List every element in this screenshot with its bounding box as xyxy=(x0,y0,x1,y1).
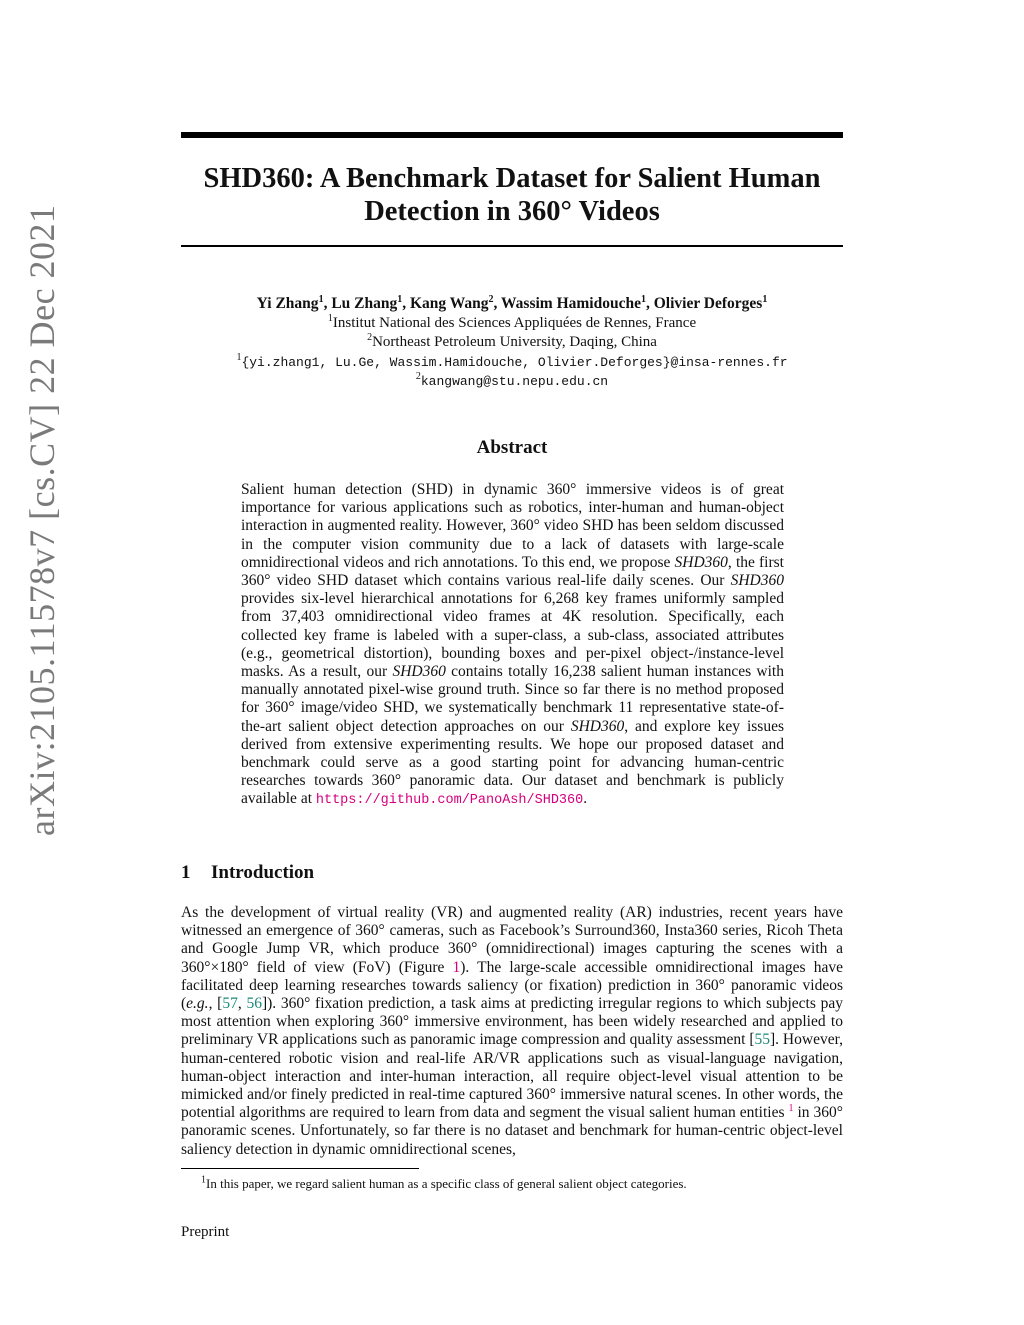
author-sup: 1 xyxy=(397,293,403,305)
footnote xyxy=(201,1176,841,1192)
dataset-name: SHD360 xyxy=(730,572,784,590)
author-sup: 1 xyxy=(640,293,646,305)
email-sup: 2 xyxy=(415,371,421,382)
intro-text: As the development of virtual reality (VR) and augmented reality (AR) industries, recent years have witnessed an emergence of 360° cameras, such as Facebook’s Surround360, Insta360 series, Ricoh Theta and Google Jump VR, which produce 360° (omnidirectional) images capturing the scenes with a 360°×180° field of view (FoV) (Figure xyxy=(181,904,843,976)
abstract-text: . xyxy=(583,790,588,808)
email-2 xyxy=(181,373,843,390)
paper-title xyxy=(181,162,843,228)
footnote-text: In this paper, we regard salient human as a specific class of general salient object categories. xyxy=(206,1176,687,1191)
title-line-1: SHD360: A Benchmark Dataset for Salient Human xyxy=(203,163,821,194)
intro-text: ). The large-scale accessible omnidirectional images have facilitated deep learning researches towards saliency (or fixation) prediction in 360° panoramic videos ( xyxy=(181,958,843,1013)
dataset-name: SHD360 xyxy=(570,717,625,735)
author-name: Yi Zhang xyxy=(256,295,319,312)
abstract-body xyxy=(241,481,784,811)
dataset-name: SHD360 xyxy=(674,553,728,571)
github-link[interactable]: https://github.com/PanoAsh/SHD360 xyxy=(315,793,584,809)
abstract-heading: Abstract xyxy=(476,437,548,458)
intro-text: , [ xyxy=(208,995,223,1013)
introduction-body xyxy=(181,904,843,1159)
dataset-name: SHD360 xyxy=(392,663,446,681)
author-sup: 2 xyxy=(488,293,494,305)
citation-link[interactable]: 56 xyxy=(246,995,262,1013)
title-line-2: Detection in 360° Videos xyxy=(364,196,660,227)
intro-text: in 360° panoramic scenes. Unfortunately, so far there is no dataset and benchmark for human-centric object-level saliency detection in dynamic omnidirectional scenes, xyxy=(181,1104,843,1158)
affiliation-1 xyxy=(181,315,843,332)
citation-link[interactable]: 55 xyxy=(754,1031,771,1049)
intro-text: ]. However, human-centered robotic vision and real-life AR/VR applications such as visual-language navigation, human-object interaction and inter-human interaction, all require object-level visual attention to be mimicked and/or finely predicted in real-time captured 360° immersive natural scenes. In other words, the potential algorithms are required to learn from data and segment the visual salient human entities xyxy=(181,1031,843,1122)
abstract-text: Salient human detection (SHD) in dynamic 360° immersive videos is of great importance for various applications such as robotics, inter-human and human-object interaction in augmented reality. However, 360° video SHD has been seldom discussed in the computer vision community due to a lack of datasets with large-scale omnidirectional videos and rich annotations. To this end, we propose xyxy=(241,481,784,571)
intro-text: ]). 360° fixation prediction, a task aims at predicting irregular regions to which subjects pay most attention when exploring 360° immersive environment, has been widely researched and applied to preliminary VR applications such as panoramic image compression and quality assessment [ xyxy=(181,995,843,1049)
author-list: Yi Zhang$^1$, Lu Zhang$^1$, Kang Wang$^2$, Wassim Hamidouche$^1$, Olivier Deforges$^1$ xyxy=(256,293,768,312)
title-rule-top xyxy=(181,132,843,138)
footnote-ref[interactable]: 1 xyxy=(788,1103,794,1115)
email-sup: 1 xyxy=(236,352,242,363)
footnote-rule xyxy=(181,1168,419,1169)
author-name: Wassim Hamidouche xyxy=(501,295,641,312)
email-1 xyxy=(181,354,843,371)
footnote-sup: 1 xyxy=(201,1174,206,1186)
intro-text: e.g. xyxy=(186,995,209,1013)
figure-ref[interactable]: 1 xyxy=(452,958,461,976)
author-name: Lu Zhang xyxy=(331,295,398,312)
page-footer: Preprint xyxy=(181,1224,230,1240)
arxiv-stamp: arXiv:2105.11578v7 [cs.CV] 22 Dec 2021 xyxy=(22,204,62,836)
affiliation-sup: 1 xyxy=(327,313,333,324)
abstract-text: , the first 360° video SHD dataset which contains various real-life daily scenes. Our xyxy=(241,553,784,590)
title-rule-bottom xyxy=(181,245,843,247)
section-title: Introduction xyxy=(211,862,315,883)
affiliation-text: Northeast Petroleum University, Daqing, China xyxy=(372,334,657,350)
email-text: {yi.zhang1, Lu.Ge, Wassim.Hamidouche, Olivier.Deforges}@insa-rennes.fr xyxy=(241,355,788,370)
affiliation-2 xyxy=(181,334,843,351)
section-heading xyxy=(181,862,314,884)
author-sup: 1 xyxy=(318,293,324,305)
author-name: Olivier Deforges xyxy=(653,295,763,312)
abstract-text: contains totally 16,238 salient human instances with manually annotated pixel-wise ground truth. Since so far there is no method proposed for 360° image/video SHD, we systematically benchmark 11 representative state-of-the-art salient object detection approaches on our xyxy=(241,663,784,735)
affiliation-sup: 2 xyxy=(367,332,373,343)
affiliation-text: Institut National des Sciences Appliquées de Rennes, France xyxy=(332,315,697,331)
author-sup: 1 xyxy=(762,293,768,305)
intro-text: , xyxy=(237,995,247,1013)
abstract-text: provides six-level hierarchical annotations for 6,268 key frames uniformly sampled from 37,403 omnidirectional video frames at 4K resolution. Specifically, each collected key frame is labeled with a super-class, a sub-class, associated attributes (e.g., geometrical distortion), bounding boxes and per-pixel object-/instance-level masks. As a result, our xyxy=(241,590,784,681)
citation-link[interactable]: 57 xyxy=(222,995,238,1013)
email-text: kangwang@stu.nepu.edu.cn xyxy=(420,374,609,389)
section-number: 1 xyxy=(181,862,191,883)
abstract-text: , and explore key issues derived from extensive experimenting results. We hope our proposed dataset and benchmark could serve as a good starting point for advancing human-centric researches towards 360° panoramic data. Our dataset and benchmark is publicly available at xyxy=(241,717,784,808)
author-name: Kang Wang xyxy=(409,295,489,312)
